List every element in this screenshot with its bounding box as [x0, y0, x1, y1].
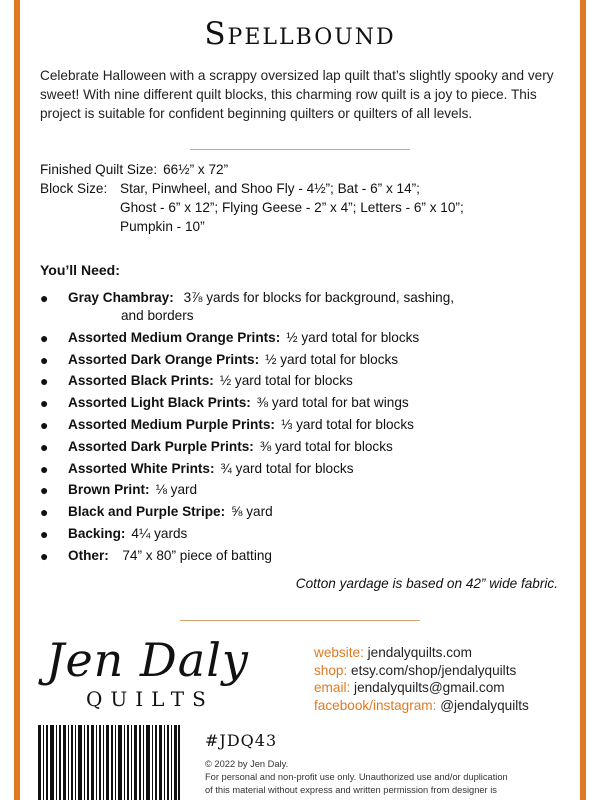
bullet-icon: ●	[40, 416, 49, 433]
divider	[190, 149, 410, 150]
block-size-row	[40, 179, 570, 198]
finished-size-label: Finished Quilt Size:	[40, 162, 158, 177]
bullet-icon: ●	[40, 547, 49, 564]
materials-list	[40, 289, 570, 569]
bullet-icon: ●	[40, 351, 49, 368]
material-amount: ⅜ yard total for blocks	[259, 438, 393, 454]
material-amount: ½ yard total for blocks	[219, 373, 353, 389]
materials-heading: You’ll Need:	[40, 262, 120, 278]
contact-website[interactable]	[314, 644, 574, 662]
material-amount-cont: and borders	[121, 308, 194, 323]
block-size-line: Star, Pinwheel, and Shoo Fly - 4½”; Bat - 6” x 14”;	[120, 181, 420, 196]
materials-item	[40, 372, 570, 390]
materials-item	[40, 394, 570, 412]
bullet-icon: ●	[40, 504, 49, 521]
contact-key: email:	[314, 680, 351, 695]
contact-value: @jendalyquilts	[440, 697, 529, 713]
page-border-right	[580, 0, 586, 800]
finished-size-row	[40, 160, 570, 179]
materials-item	[40, 547, 570, 565]
materials-item	[40, 525, 570, 543]
bullet-icon: ●	[40, 395, 49, 412]
materials-item	[40, 416, 570, 434]
material-name: Other:	[68, 547, 109, 563]
bullet-icon: ●	[40, 290, 49, 306]
material-amount: ⅜ yard total for bat wings	[256, 395, 409, 411]
materials-item	[40, 481, 570, 499]
contact-value: etsy.com/shop/jendalyquilts	[351, 662, 517, 678]
materials-item	[40, 351, 570, 369]
material-name: Assorted Dark Orange Prints:	[68, 351, 260, 367]
material-amount: 4¼ yards	[131, 525, 188, 541]
bullet-icon: ●	[40, 460, 49, 477]
block-size-label: Block Size:	[40, 181, 108, 196]
yardage-note: Cotton yardage is based on 42” wide fabric.	[295, 576, 558, 591]
material-name: Brown Print:	[68, 482, 150, 498]
copyright-line: © 2022 by Jen Daly.	[205, 759, 289, 769]
size-specs	[40, 160, 570, 236]
page-border-left	[14, 0, 20, 800]
copyright-line: For personal and non-profit use only. Unauthorized use and/or duplication	[205, 772, 508, 782]
materials-item	[40, 460, 570, 478]
pattern-title: Spellbound	[204, 16, 396, 52]
brand-logo	[38, 633, 308, 713]
materials-item	[40, 503, 570, 521]
material-name: Gray Chambray:	[68, 290, 174, 305]
block-size-line: Ghost - 6” x 12”; Flying Geese - 2” x 4”; Letters - 6” x 10”;	[120, 200, 464, 215]
contact-info	[314, 644, 574, 714]
material-name: Assorted Light Black Prints:	[68, 395, 251, 411]
contact-social[interactable]	[314, 697, 574, 715]
material-name: Black and Purple Stripe:	[68, 504, 226, 520]
copyright-notice	[205, 758, 575, 797]
block-size-line: Pumpkin - 10”	[120, 219, 205, 234]
material-name: Assorted Dark Purple Prints:	[68, 438, 254, 454]
bullet-icon: ●	[40, 525, 49, 542]
material-name: Assorted Medium Purple Prints:	[68, 416, 275, 432]
material-name: Backing:	[68, 525, 126, 541]
bullet-icon: ●	[40, 482, 49, 499]
contact-key: shop:	[314, 662, 348, 678]
intro-paragraph: Celebrate Halloween with a scrappy oversized lap quilt that’s slightly spooky and very sweet! With nine different quilt blocks, this charming row quilt is a joy to piece. This project is suitable for confident beginning quilters or quilters of all levels.	[40, 68, 554, 121]
material-amount: ⅝ yard	[231, 504, 273, 520]
contact-shop[interactable]	[314, 662, 574, 680]
material-amount: 74” x 80” piece of batting	[114, 547, 272, 563]
material-amount: ⅛ yard	[155, 482, 198, 498]
divider	[180, 620, 420, 621]
contact-value: jendalyquilts@gmail.com	[354, 680, 505, 695]
contact-value: jendalyquilts.com	[367, 645, 472, 660]
material-name: Assorted Black Prints:	[68, 373, 214, 389]
materials-item	[40, 438, 570, 456]
contact-key: website:	[314, 645, 364, 660]
copyright-line: of this material without express and written permission from designer is	[205, 785, 497, 795]
finished-size-value: 66½” x 72”	[163, 162, 229, 177]
material-name: Assorted White Prints:	[68, 460, 215, 476]
material-name: Assorted Medium Orange Prints:	[68, 329, 281, 345]
bullet-icon: ●	[40, 373, 49, 390]
bullet-icon: ●	[40, 438, 49, 455]
logo-subtitle: QUILTS	[86, 687, 214, 711]
material-amount: 3⅞ yards for blocks for background, sashing,	[183, 290, 455, 305]
contact-email[interactable]	[314, 679, 574, 697]
material-amount: ⅓ yard total for blocks	[280, 416, 414, 432]
barcode-icon	[38, 725, 180, 800]
material-amount: ¾ yard total for blocks	[220, 460, 354, 476]
logo-script-text: Jen Daly	[46, 633, 249, 687]
materials-item	[40, 329, 570, 347]
bullet-icon: ●	[40, 329, 49, 346]
contact-key: facebook/instagram:	[314, 697, 437, 713]
material-amount: ½ yard total for blocks	[265, 351, 399, 367]
materials-item	[40, 289, 570, 325]
pattern-sku: #JDQ43	[205, 731, 278, 750]
material-amount: ½ yard total for blocks	[286, 329, 420, 345]
